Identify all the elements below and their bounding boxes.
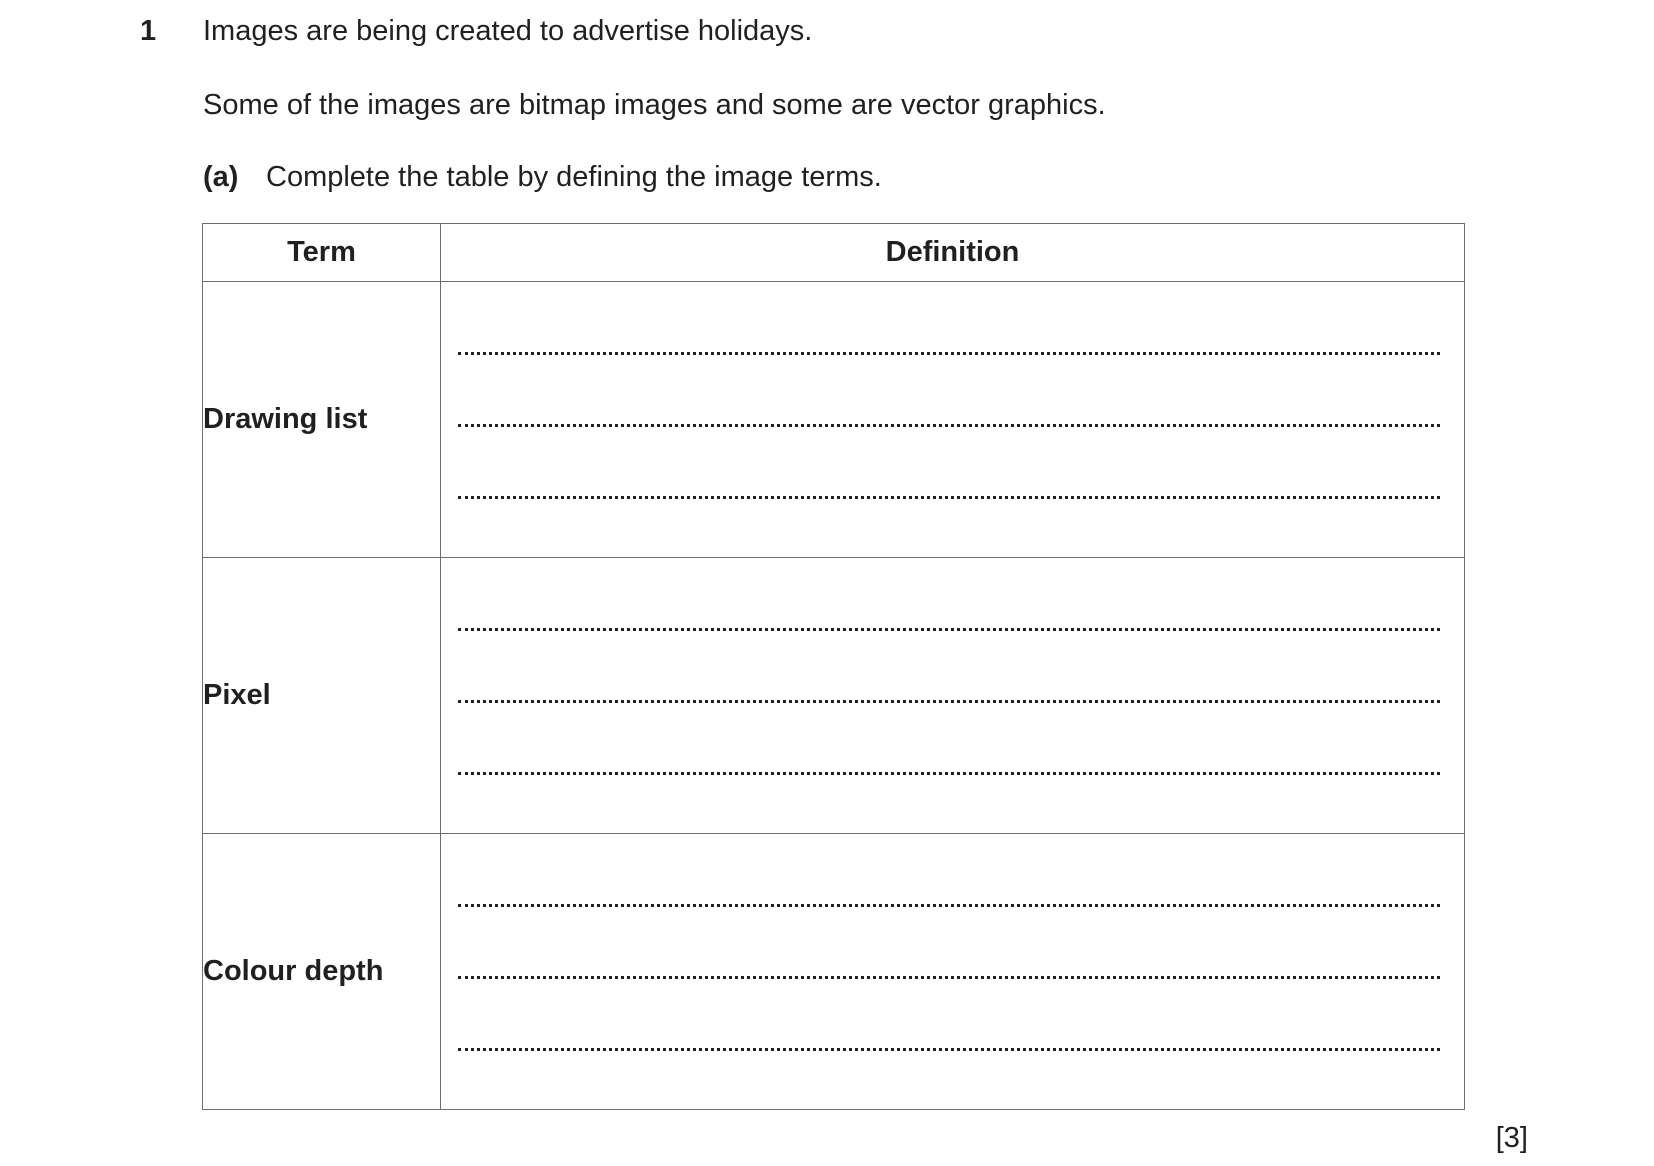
- table-header-row: [203, 224, 1465, 282]
- definition-answer-area[interactable]: [441, 282, 1465, 558]
- term-drawing-list: Drawing list: [203, 282, 441, 558]
- answer-line[interactable]: [458, 628, 1440, 631]
- table-row: [203, 558, 1465, 834]
- answer-line[interactable]: [458, 352, 1440, 355]
- answer-line[interactable]: [458, 700, 1440, 703]
- header-term: Term: [203, 224, 441, 282]
- answer-line[interactable]: [458, 424, 1440, 427]
- question-intro: Images are being created to advertise holidays.: [203, 15, 813, 47]
- part-instruction: Complete the table by defining the image terms.: [266, 161, 882, 193]
- definition-answer-area[interactable]: [441, 834, 1465, 1110]
- question-number: 1: [140, 15, 157, 47]
- answer-line[interactable]: [458, 1048, 1440, 1051]
- answer-line[interactable]: [458, 772, 1440, 775]
- definition-answer-area[interactable]: [441, 558, 1465, 834]
- term-pixel: Pixel: [203, 558, 441, 834]
- marks-allocation: [3]: [1495, 1122, 1528, 1154]
- question-context: Some of the images are bitmap images and some are vector graphics.: [203, 89, 1106, 121]
- part-a: [203, 160, 882, 194]
- answer-line[interactable]: [458, 904, 1440, 907]
- terms-table: [202, 223, 1465, 1110]
- table-row: [203, 834, 1465, 1110]
- answer-line[interactable]: [458, 976, 1440, 979]
- table-row: [203, 282, 1465, 558]
- answer-line[interactable]: [458, 496, 1440, 499]
- header-definition: Definition: [441, 224, 1465, 282]
- part-label: (a): [203, 161, 239, 193]
- term-colour-depth: Colour depth: [203, 834, 441, 1110]
